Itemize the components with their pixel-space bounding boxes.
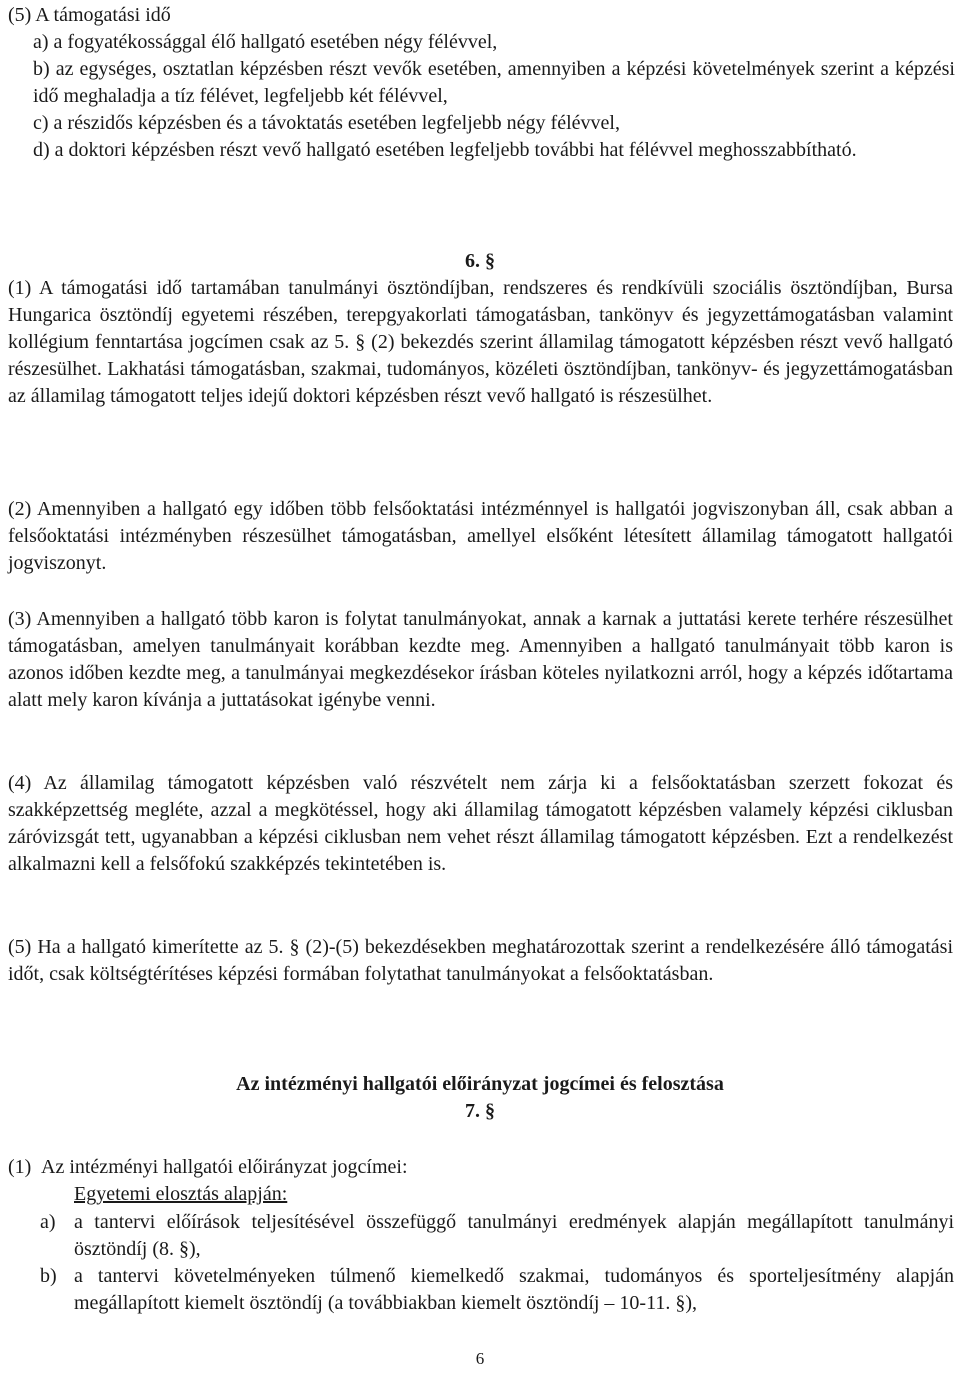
section7-item-b-label: b) bbox=[40, 1265, 57, 1287]
section6-paragraph-5: (5) Ha a hallgató kimerítette az 5. § (2)-(5) bekezdésekben meghatározottak szerint a rendelkezésére álló támogatási időt, csak költségtérítéses képzési formában folytathat tanulmányokat a felsőoktatásban. bbox=[8, 936, 953, 985]
section5-item-c: c) a részidős képzésben és a távoktatás esetében legfeljebb négy félévvel, bbox=[33, 112, 620, 134]
section6-paragraph-1: (1) A támogatási idő tartamában tanulmányi ösztöndíjban, rendszeres és rendkívüli szociális ösztöndíjban, Bursa Hungarica ösztöndíj egyetemi részében, terepgyakorlati támogatásban, tankönyv és jegyzettámogatásban valamint kollégium fenntartása jogcímen csak az 5. § (2) bekezdés szerint államilag támogatott képzésben részt vevő hallgató részesülhet. Lakhatási támogatásban, szakmai, tudományos, közéleti ösztöndíjban, tankönyv- és jegyzettámogatásban az államilag támogatott teljes idejű doktori képzésben részt vevő hallgató is részesülhet. bbox=[8, 277, 953, 407]
section6-paragraph-3: (3) Amennyiben a hallgató több karon is folytat tanulmányokat, annak a karnak a juttatási kerete terhére részesülhet támogatásban, amelyen tanulmányait korábban kezdte meg. Amennyiben a hallgató tanulmányait több karon is azonos időben kezdte meg, a tanulmányai megkezdésekor írásban köteles nyilatkozni arról, hogy a képzés időtartama alatt mely karon kívánja a juttatásokat igénybe venni. bbox=[8, 608, 953, 711]
section7-item-a-label: a) bbox=[40, 1211, 56, 1233]
section7-subheading: Egyetemi elosztás alapján: bbox=[74, 1183, 288, 1205]
section6-paragraph-4: (4) Az államilag támogatott képzésben való részvételt nem zárja ki a felsőoktatásban szerzett fokozat és szakképzettség megléte, azzal a megkötéssel, hogy aki államilag támogatott képzésben valamely képzési ciklusban záróvizsgát tett, ugyanabban a képzési ciklusban nem vehet részt államilag támogatott képzésben. Ezt a rendelkezést alkalmazni kell a felsőfokú szakképzés tekintetében is. bbox=[8, 772, 953, 875]
section5-item-b: b) az egységes, osztatlan képzésben részt vevők esetében, amennyiben a képzési követelmények szerint a képzési idő meghaladja a tíz félévet, legfeljebb két félévvel, bbox=[33, 58, 955, 107]
section7-para1-text: Az intézményi hallgatói előirányzat jogcímei: bbox=[41, 1156, 408, 1178]
page-number: 6 bbox=[475, 1349, 485, 1368]
section7-item-a-text: a tantervi előírások teljesítésével összefüggő tanulmányi eredmények alapján megállapított tanulmányi ösztöndíj (8. §), bbox=[74, 1211, 954, 1260]
section7-item-b-text: a tantervi követelményeken túlmenő kiemelkedő szakmai, tudományos és sporteljesítmény alapján megállapított kiemelt ösztöndíj (a továbbiakban kiemelt ösztöndíj – 10-11. §), bbox=[74, 1265, 954, 1314]
section7-para1-label: (1) bbox=[8, 1156, 32, 1178]
section5-item-d: d) a doktori képzésben részt vevő hallgató esetében legfeljebb további hat félévvel meghosszabbítható. bbox=[33, 139, 857, 161]
section6-title: 6. § bbox=[465, 250, 495, 272]
section7-title: 7. § bbox=[465, 1100, 495, 1122]
section6-paragraph-2: (2) Amennyiben a hallgató egy időben több felsőoktatási intézménnyel is hallgatói jogviszonyban áll, csak abban a felsőoktatási intézményben részesülhet támogatásban, amellyel elsőként létesített államilag támogatott hallgatói jogviszonyt. bbox=[8, 498, 953, 574]
section5-heading: (5) A támogatási idő bbox=[8, 4, 171, 26]
section7-heading: Az intézményi hallgatói előirányzat jogcímei és felosztása bbox=[236, 1073, 724, 1095]
section5-item-a: a) a fogyatékossággal élő hallgató esetében négy félévvel, bbox=[33, 31, 498, 53]
